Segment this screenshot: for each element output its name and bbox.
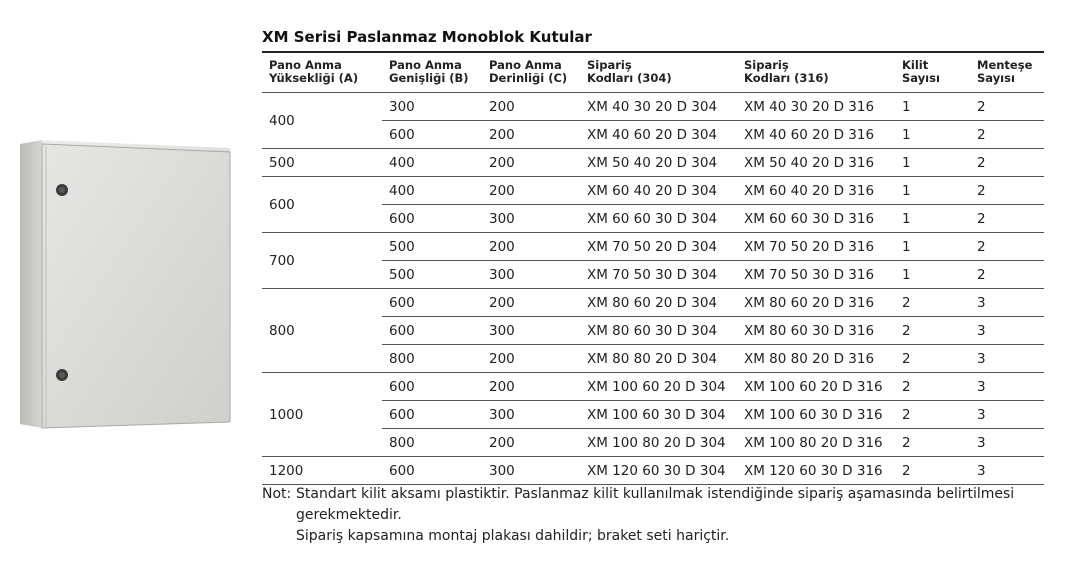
cell-depth: 200	[482, 177, 580, 205]
cell-depth: 200	[482, 345, 580, 373]
cell-code304: XM 100 60 20 D 304	[580, 373, 737, 401]
cell-code304: XM 80 60 30 D 304	[580, 317, 737, 345]
header-width	[382, 53, 482, 93]
header-width-line-2: Genişliği (B)	[389, 71, 469, 85]
cell-code316: XM 60 40 20 D 316	[737, 177, 895, 205]
header-depth-line-1: Pano Anma	[489, 58, 562, 72]
header-height-line-1: Pano Anma	[269, 58, 342, 72]
cell-depth: 200	[482, 289, 580, 317]
cell-hinges: 2	[970, 177, 1044, 205]
table-row	[262, 373, 1044, 401]
cell-width: 800	[382, 345, 482, 373]
header-code304-line-1: Sipariş	[587, 58, 632, 72]
cell-locks: 2	[895, 373, 970, 401]
cell-width: 600	[382, 317, 482, 345]
cell-width: 300	[382, 93, 482, 121]
table-title: XM Serisi Paslanmaz Monoblok Kutular	[262, 28, 592, 46]
cell-depth: 300	[482, 317, 580, 345]
cell-code304: XM 40 30 20 D 304	[580, 93, 737, 121]
header-locks	[895, 53, 970, 93]
header-code316	[737, 53, 895, 93]
cell-code316: XM 70 50 30 D 316	[737, 261, 895, 289]
cell-code316: XM 100 60 30 D 316	[737, 401, 895, 429]
cell-height: 800	[262, 289, 382, 373]
cell-code304: XM 80 80 20 D 304	[580, 345, 737, 373]
cell-locks: 1	[895, 261, 970, 289]
table-row	[262, 457, 1044, 485]
header-hinges-line-1: Menteşe	[977, 58, 1033, 72]
header-code304-line-2: Kodları (304)	[587, 71, 672, 85]
header-depth-line-2: Derinliği (C)	[489, 71, 568, 85]
footnote-line-1: Standart kilit aksamı plastiktir. Paslanmaz kilit kullanılmak istendiğinde sipariş aşamasında belirtilmesi	[296, 486, 1015, 502]
header-hinges	[970, 53, 1044, 93]
cell-depth: 300	[482, 401, 580, 429]
header-locks-line-2: Sayısı	[902, 71, 940, 85]
cell-hinges: 2	[970, 261, 1044, 289]
cell-locks: 1	[895, 121, 970, 149]
cell-locks: 1	[895, 233, 970, 261]
product-table	[262, 51, 1044, 485]
cell-code316: XM 80 80 20 D 316	[737, 345, 895, 373]
cell-height: 600	[262, 177, 382, 233]
cell-code316: XM 100 80 20 D 316	[737, 429, 895, 457]
table-row	[262, 177, 1044, 205]
cell-width: 500	[382, 233, 482, 261]
cell-hinges: 3	[970, 345, 1044, 373]
cell-hinges: 2	[970, 205, 1044, 233]
cell-code304: XM 120 60 30 D 304	[580, 457, 737, 485]
cell-depth: 200	[482, 373, 580, 401]
cell-hinges: 2	[970, 233, 1044, 261]
header-height	[262, 53, 382, 93]
cell-depth: 300	[482, 261, 580, 289]
table-header-row	[262, 53, 1044, 93]
cell-width: 400	[382, 149, 482, 177]
footnote	[262, 484, 1052, 547]
cell-locks: 1	[895, 149, 970, 177]
cell-code316: XM 70 50 20 D 316	[737, 233, 895, 261]
cell-depth: 200	[482, 149, 580, 177]
cell-code316: XM 40 60 20 D 316	[737, 121, 895, 149]
cell-code316: XM 80 60 30 D 316	[737, 317, 895, 345]
cell-code304: XM 70 50 30 D 304	[580, 261, 737, 289]
table-row	[262, 93, 1044, 121]
table-row	[262, 289, 1044, 317]
cell-hinges: 3	[970, 457, 1044, 485]
cell-height: 500	[262, 149, 382, 177]
cell-depth: 300	[482, 205, 580, 233]
cell-width: 500	[382, 261, 482, 289]
cell-hinges: 3	[970, 317, 1044, 345]
cell-height: 400	[262, 93, 382, 149]
header-hinges-line-2: Sayısı	[977, 71, 1015, 85]
cell-depth: 200	[482, 233, 580, 261]
cell-code316: XM 40 30 20 D 316	[737, 93, 895, 121]
cell-depth: 200	[482, 429, 580, 457]
cell-height: 1200	[262, 457, 382, 485]
footnote-line-2: gerekmektedir.	[296, 507, 402, 523]
cell-width: 600	[382, 121, 482, 149]
cell-width: 600	[382, 205, 482, 233]
cell-hinges: 3	[970, 373, 1044, 401]
cell-hinges: 3	[970, 289, 1044, 317]
footnote-line-3: Sipariş kapsamına montaj plakası dahildir; braket seti hariçtir.	[296, 528, 730, 544]
cell-depth: 200	[482, 93, 580, 121]
cell-hinges: 2	[970, 149, 1044, 177]
cell-code316: XM 50 40 20 D 316	[737, 149, 895, 177]
cell-code304: XM 40 60 20 D 304	[580, 121, 737, 149]
cell-depth: 200	[482, 121, 580, 149]
cell-hinges: 2	[970, 93, 1044, 121]
cell-width: 600	[382, 401, 482, 429]
header-width-line-1: Pano Anma	[389, 58, 462, 72]
table-row	[262, 233, 1044, 261]
cell-locks: 1	[895, 177, 970, 205]
cell-code304: XM 60 40 20 D 304	[580, 177, 737, 205]
cell-width: 600	[382, 373, 482, 401]
cell-height: 700	[262, 233, 382, 289]
header-height-line-2: Yüksekliği (A)	[269, 71, 359, 85]
cell-width: 800	[382, 429, 482, 457]
header-code316-line-2: Kodları (316)	[744, 71, 829, 85]
cell-locks: 1	[895, 205, 970, 233]
cell-locks: 2	[895, 317, 970, 345]
cell-locks: 2	[895, 289, 970, 317]
cell-code316: XM 60 60 30 D 316	[737, 205, 895, 233]
cell-depth: 300	[482, 457, 580, 485]
cell-code316: XM 120 60 30 D 316	[737, 457, 895, 485]
cell-code316: XM 100 60 20 D 316	[737, 373, 895, 401]
cell-locks: 2	[895, 457, 970, 485]
cell-code304: XM 80 60 20 D 304	[580, 289, 737, 317]
cell-hinges: 2	[970, 121, 1044, 149]
footnote-prefix: Not:	[262, 486, 292, 502]
cell-code304: XM 100 60 30 D 304	[580, 401, 737, 429]
cell-locks: 2	[895, 345, 970, 373]
cell-locks: 1	[895, 93, 970, 121]
header-code316-line-1: Sipariş	[744, 58, 789, 72]
cell-code304: XM 70 50 20 D 304	[580, 233, 737, 261]
cell-width: 400	[382, 177, 482, 205]
cell-hinges: 3	[970, 401, 1044, 429]
cell-code304: XM 60 60 30 D 304	[580, 205, 737, 233]
header-locks-line-1: Kilit	[902, 58, 929, 72]
cell-height: 1000	[262, 373, 382, 457]
cell-hinges: 3	[970, 429, 1044, 457]
header-code304	[580, 53, 737, 93]
cell-locks: 2	[895, 429, 970, 457]
enclosure-product-image	[18, 138, 232, 430]
cell-code304: XM 100 80 20 D 304	[580, 429, 737, 457]
cell-code316: XM 80 60 20 D 316	[737, 289, 895, 317]
table-row	[262, 149, 1044, 177]
cell-locks: 2	[895, 401, 970, 429]
cell-code304: XM 50 40 20 D 304	[580, 149, 737, 177]
header-depth	[482, 53, 580, 93]
cell-width: 600	[382, 457, 482, 485]
cell-width: 600	[382, 289, 482, 317]
